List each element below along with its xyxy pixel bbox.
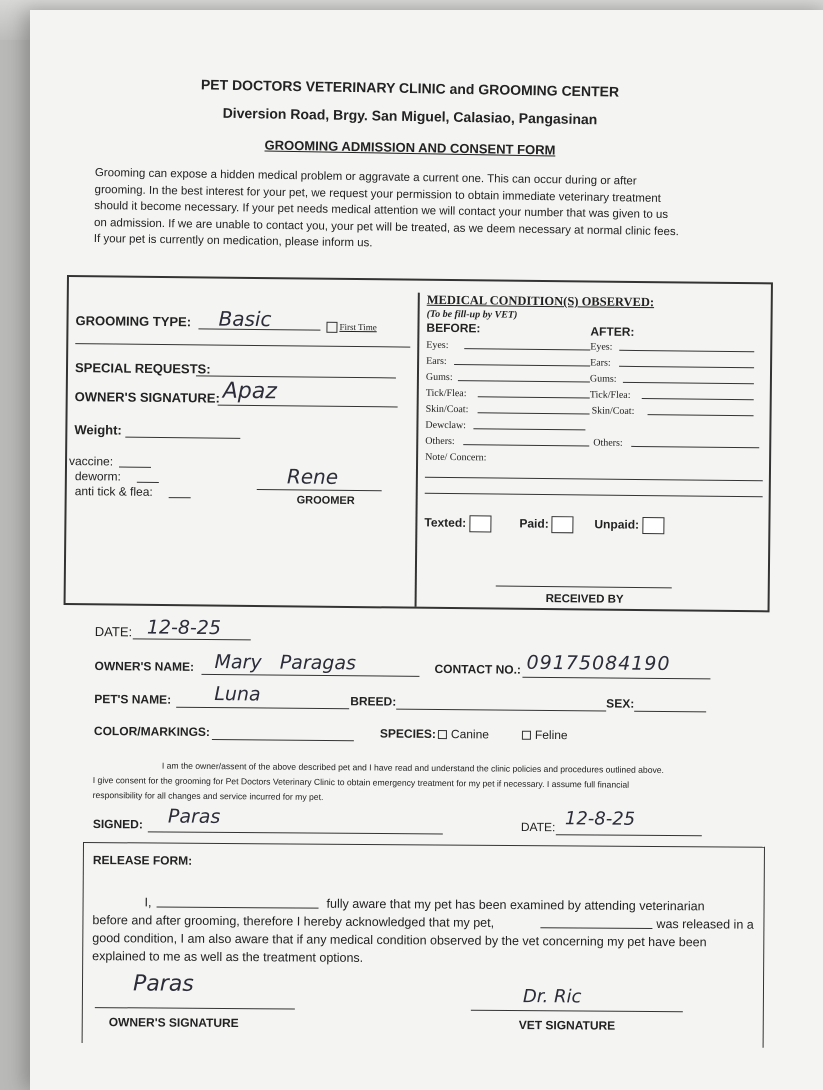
intro-paragraph [94,165,725,257]
breed-label: BREED: [350,694,397,709]
intro-line: Grooming can expose a hidden medical problem or aggravate a current one. This can occur during or after [94,166,637,188]
panel-divider [415,293,420,607]
vet-signature-label: VET SIGNATURE [518,1018,616,1033]
unpaid-option[interactable] [594,517,664,535]
after-line[interactable] [619,366,754,368]
owner-signature-line [218,405,398,408]
release-name-blank[interactable] [157,907,319,909]
owner-signature-value: Apaz [222,378,277,405]
before-item: Dewclaw: [425,419,467,432]
received-by-label: RECEIVED BY [545,593,624,606]
grooming-type-value[interactable]: Basic [218,306,272,332]
release-text [92,893,758,970]
first-time-checkbox[interactable] [326,322,337,333]
after-line[interactable] [648,414,754,416]
after-item: Tick/Flea: [589,389,631,401]
groomer-label: GROOMER [296,494,355,508]
feline-label: Feline [534,727,568,743]
breed-line[interactable] [396,709,606,712]
consent-line: I give consent for the grooming for Pet Doctors Veterinary Clinic to obtain emergency treatment for my pet if necessary. I assume full financial [92,774,630,790]
paid-checkbox[interactable] [552,516,574,533]
special-requests-label: SPECIAL REQUESTS: [74,360,211,377]
pet-name-label: PET'S NAME: [94,691,172,707]
before-item: Others: [425,435,455,448]
release-text-a: I, [144,895,152,910]
consent-date-label: DATE: [520,819,556,835]
before-item: Gums: [425,371,453,384]
before-line[interactable] [473,428,585,430]
sex-line[interactable] [634,711,706,713]
weight-line[interactable] [125,437,240,439]
after-item: Ears: [590,357,611,369]
before-line[interactable] [458,380,590,382]
before-line[interactable] [478,396,590,398]
note-row [425,450,765,470]
antitick-label: anti tick & flea: [74,484,153,499]
owner-signature-label: OWNER'S SIGNATURE: [74,389,220,406]
unpaid-checkbox[interactable] [642,517,664,534]
contact-value[interactable]: 09175084190 [526,651,671,676]
unpaid-label: Unpaid: [594,517,640,532]
consent-date-line [556,834,702,836]
clinic-address: Diversion Road, Brgy. San Miguel, Calasiao, Pangasinan [222,104,598,128]
signed-line [148,831,443,834]
owner-name-value[interactable]: Mary Paragas [214,651,357,675]
contact-label: CONTACT NO.: [434,661,522,677]
release-form-box [82,842,765,1048]
first-time-option[interactable] [326,322,376,334]
weight-label: Weight: [74,422,122,438]
clinic-name: PET DOCTORS VETERINARY CLINIC and GROOMING CENTER [200,76,620,100]
release-owner-signature-label: OWNER'S SIGNATURE [108,1015,239,1031]
medical-subtitle: (To be fill-up by VET) [426,308,518,321]
after-item: Skin/Coat: [591,405,635,417]
release-pet-blank[interactable] [540,927,652,929]
canine-label: Canine [450,727,490,742]
canine-checkbox[interactable] [438,730,447,739]
texted-label: Texted: [424,515,467,530]
note-line-1[interactable] [425,477,763,482]
after-line[interactable] [631,446,759,448]
pet-name-value[interactable]: Luna [214,683,261,706]
before-item: Eyes: [426,339,449,351]
deworm-line[interactable] [137,482,159,483]
first-time-label: First Time [339,321,377,333]
intro-line: If your pet is currently on medication, please inform us. [93,232,373,250]
paid-option[interactable] [519,516,574,534]
release-text-b: fully aware that my pet has been examined by attending veterinarian [326,896,705,914]
after-item: Eyes: [590,341,613,353]
after-item: Others: [593,437,623,449]
after-label: AFTER: [590,324,635,339]
color-markings-label: COLOR/MARKINGS: [93,723,211,740]
consent-line: I am the owner/assent of the above described pet and I have read and understand the clinic policies and procedures outlined above. [161,760,665,775]
groomer-signature: Rene [286,464,339,489]
before-item: Tick/Flea: [425,387,467,400]
feline-checkbox[interactable] [522,731,531,740]
signed-value[interactable]: Paras [167,805,221,828]
release-text-e: good condition, I am also aware that if any medical condition observed by the vet concerning my pet have been [92,931,707,950]
before-item: Skin/Coat: [425,403,469,416]
intro-line: should it become necessary. If your pet needs medical attention we will contact your number that was given to us [94,199,669,222]
intro-line: grooming. In the best interest for your pet, we request your permission to obtain immediate veterinary treatment [94,183,661,205]
after-line[interactable] [619,350,754,352]
release-text-c: before and after grooming, therefore I hereby acknowledged that my pet, [92,913,495,930]
species-canine-option[interactable] [438,727,489,741]
sex-label: SEX: [606,696,635,711]
pet-name-line [176,707,349,710]
consent-line: responsibility for all changes and service incurred for my pet. [92,789,324,803]
before-line[interactable] [454,364,590,366]
paid-label: Paid: [519,516,549,531]
consent-date-value[interactable]: 12-8-25 [564,808,636,830]
medical-checklist [425,338,766,470]
release-text-d: was released in a [656,917,754,932]
vet-signature-line [471,1010,683,1012]
note-label: Note/ Concern: [425,451,487,464]
vaccine-label: vaccine: [68,454,114,469]
consent-text [93,758,733,809]
release-owner-signature-value[interactable]: Paras [132,971,194,997]
before-line[interactable] [463,444,589,446]
color-markings-line[interactable] [212,739,354,741]
vaccine-line[interactable] [119,467,151,468]
form-title: GROOMING ADMISSION AND CONSENT FORM [264,137,556,158]
deworm-label: deworm: [74,469,121,484]
texted-checkbox[interactable] [469,515,491,532]
owner-name-line [201,674,419,677]
vet-signature-value[interactable]: Dr. Ric [522,986,582,1008]
release-owner-signature-line [95,1007,295,1009]
release-title: RELEASE FORM: [92,853,193,868]
after-item: Gums: [589,373,617,385]
after-line[interactable] [623,382,754,384]
before-line[interactable] [464,348,590,350]
owner-name-label: OWNER'S NAME: [94,658,195,674]
species-label: SPECIES: [379,726,437,741]
contact-line [522,677,710,680]
before-line[interactable] [478,412,590,414]
texted-option[interactable] [424,515,491,533]
pet-details-section [94,612,735,748]
species-feline-option[interactable] [522,728,568,742]
groomer-line [257,489,382,491]
after-line[interactable] [642,398,754,400]
medical-title: MEDICAL CONDITION(S) OBSERVED: [426,292,655,310]
note-line-2[interactable] [425,493,763,498]
before-label: BEFORE: [426,320,481,336]
antitick-line[interactable] [169,497,191,498]
intro-line: on admission. If we are unable to contact you, your pet will be treated, as we deem necessary at normal clinic fees. [94,216,680,238]
before-item: Ears: [426,355,447,367]
grooming-type-label: GROOMING TYPE: [75,313,192,330]
received-by-line[interactable] [496,586,672,589]
date-label: DATE: [94,623,133,640]
date-value[interactable]: 12-8-25 [146,616,222,640]
signed-label: SIGNED: [92,816,143,832]
main-form-box [64,275,773,612]
release-text-f: explained to me as well as the treatment options. [92,949,364,965]
grooming-extra-line [75,343,410,348]
